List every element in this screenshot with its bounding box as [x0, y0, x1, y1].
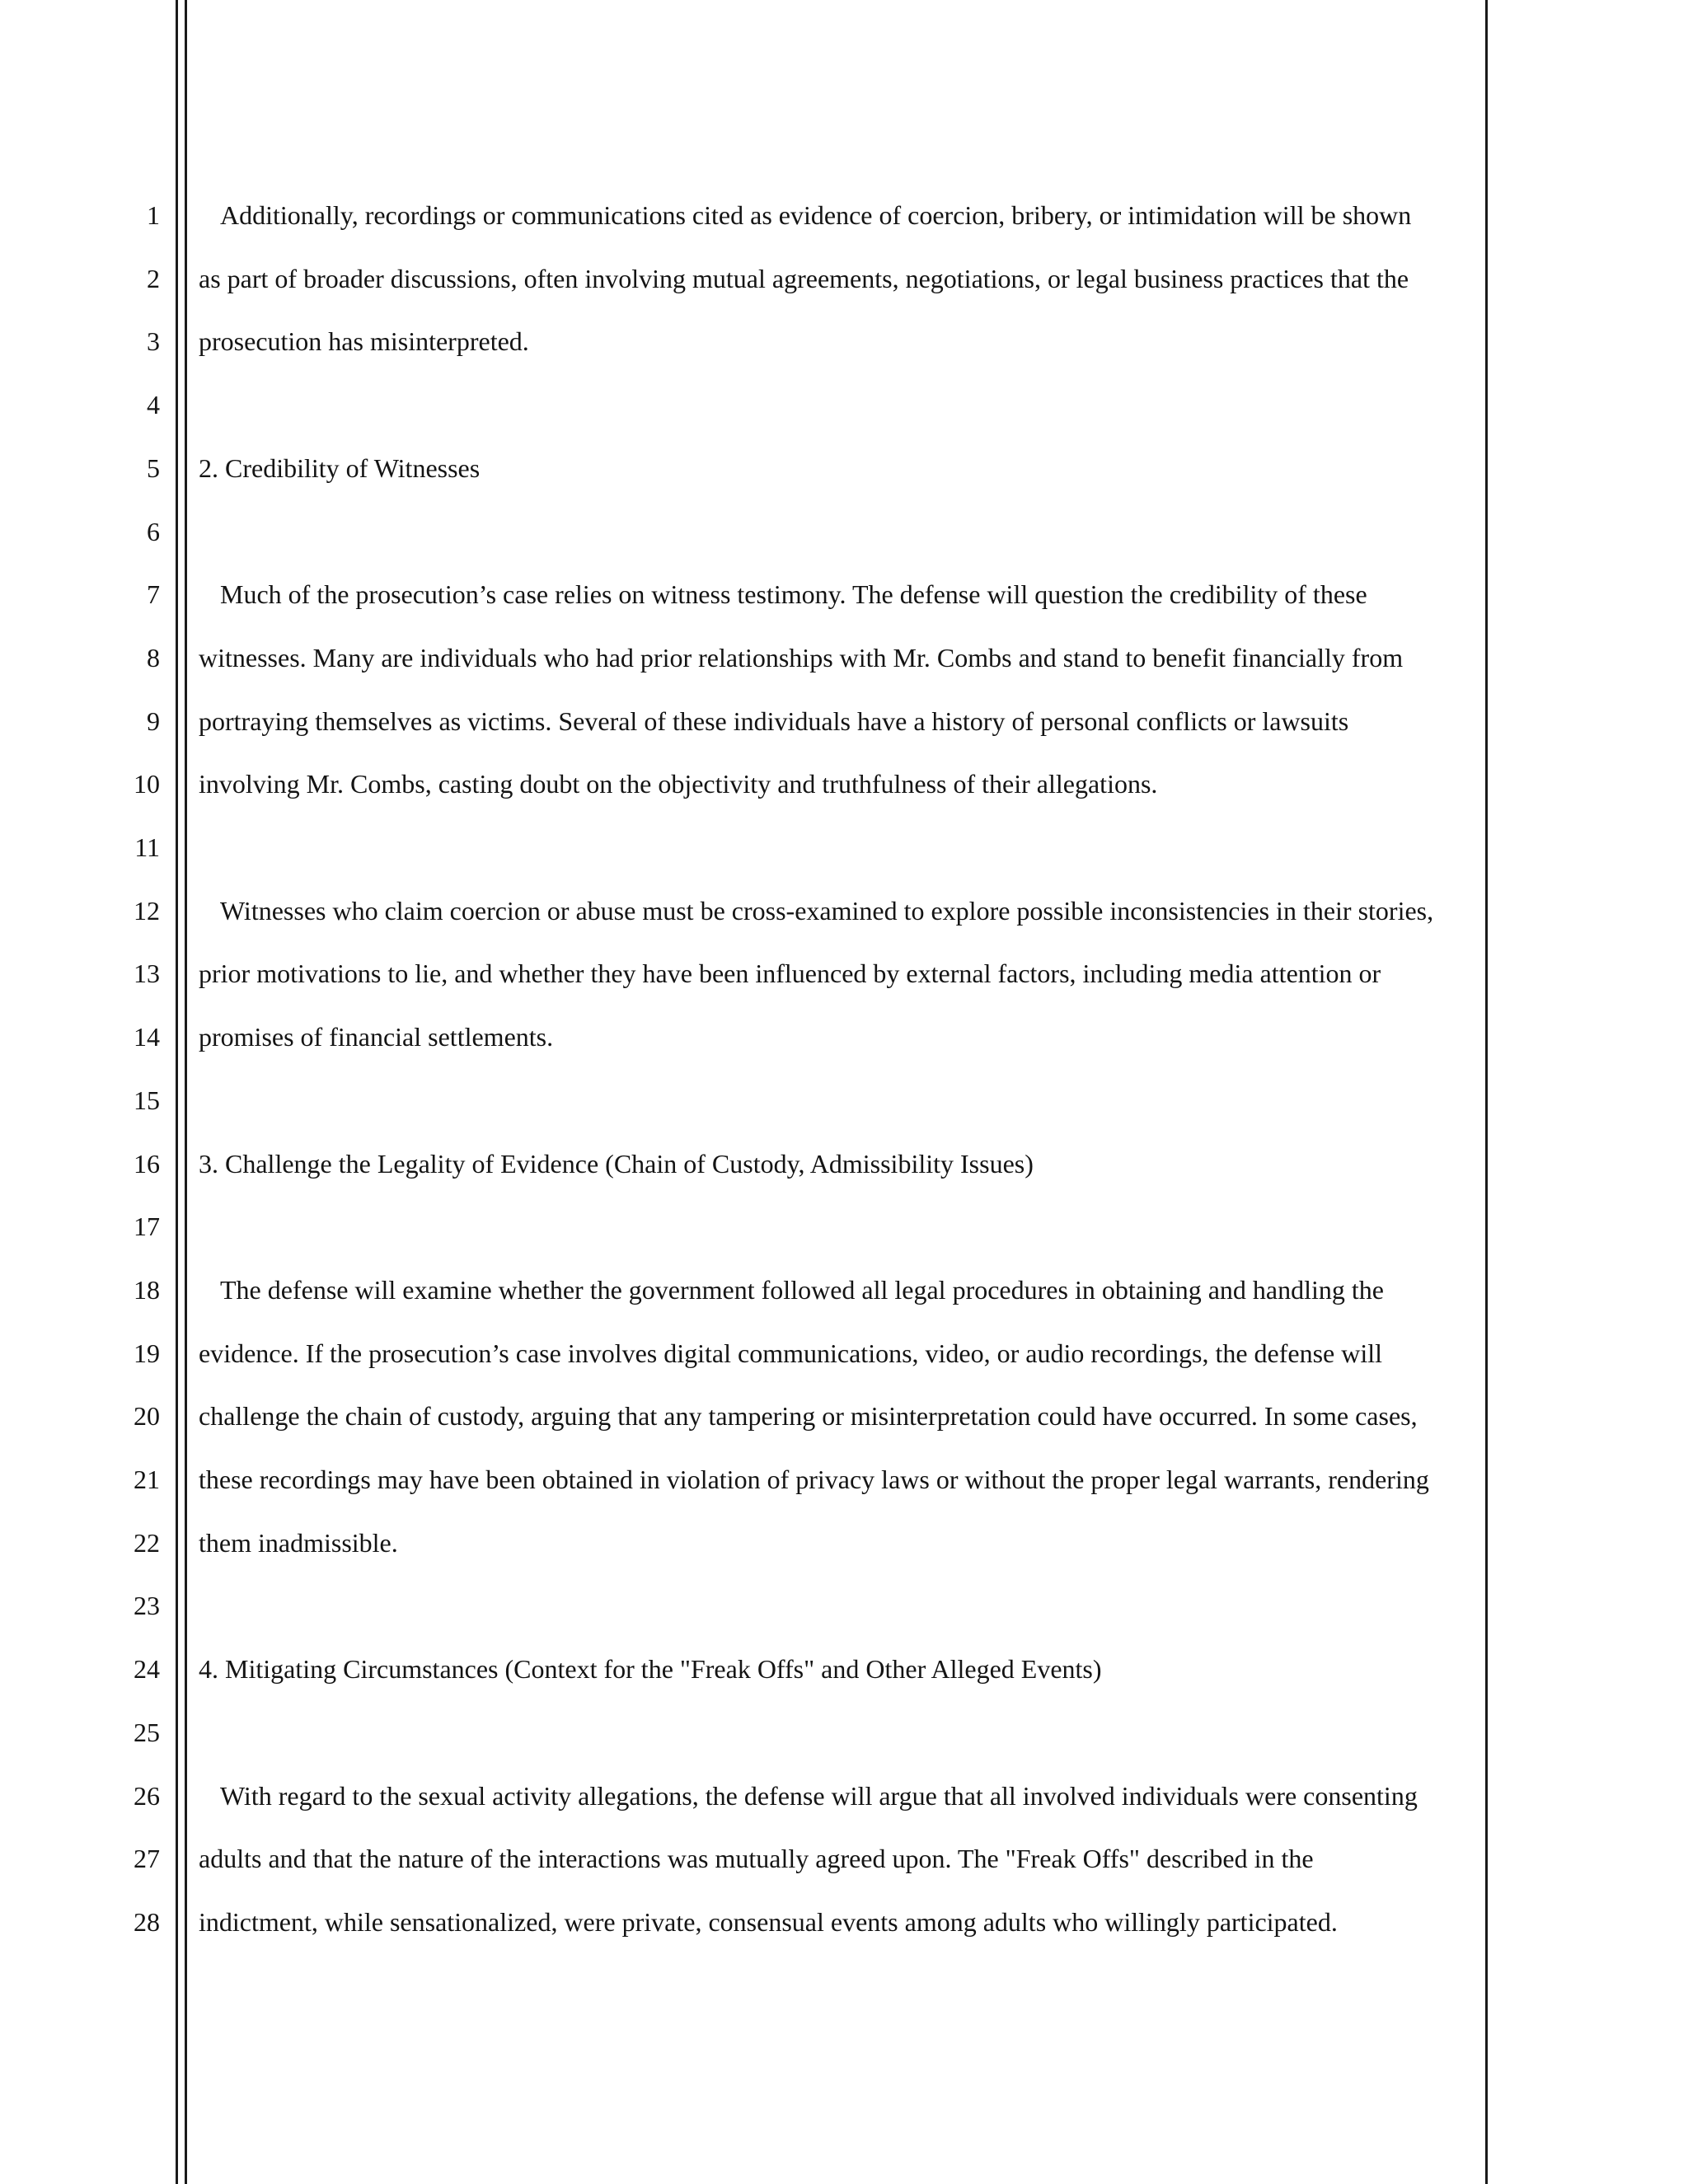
text-line: prosecution has misinterpreted. — [199, 326, 529, 357]
text-line: adults and that the nature of the interactions was mutually agreed upon. The "Freak Offs" described in the — [199, 1844, 1314, 1874]
line-number: 14 — [134, 1022, 160, 1052]
text-line: these recordings may have been obtained in violation of privacy laws or without the proper legal warrants, rendering — [199, 1465, 1429, 1494]
line-number: 18 — [134, 1274, 160, 1305]
text-line: The defense will examine whether the government followed all legal procedures in obtaining and handling the — [220, 1274, 1384, 1305]
text-line: involving Mr. Combs, casting doubt on the objectivity and truthfulness of their allegations. — [199, 769, 1158, 799]
left-margin-rule-inner — [185, 0, 187, 2184]
text-line: Much of the prosecution’s case relies on witness testimony. The defense will question the credibility of these — [220, 579, 1367, 610]
line-number: 28 — [134, 1906, 160, 1937]
text-line: evidence. If the prosecution’s case involves digital communications, video, or audio recordings, the defense will — [199, 1338, 1383, 1368]
line-number: 8 — [147, 642, 160, 673]
text-line: witnesses. Many are individuals who had prior relationships with Mr. Combs and stand to benefit financially from — [199, 642, 1404, 673]
line-number: 22 — [134, 1527, 160, 1558]
line-number: 5 — [147, 452, 160, 483]
text-line: prior motivations to lie, and whether they have been influenced by external factors, including media attention or — [199, 958, 1381, 989]
left-margin-rule-outer — [176, 0, 178, 2184]
text-line: 3. Challenge the Legality of Evidence (Chain of Custody, Admissibility Issues) — [199, 1148, 1034, 1179]
line-number: 25 — [134, 1717, 160, 1747]
line-number: 17 — [134, 1212, 160, 1242]
line-number: 13 — [134, 958, 160, 989]
line-number: 3 — [147, 326, 160, 357]
line-number: 27 — [134, 1844, 160, 1874]
text-line: 4. Mitigating Circumstances (Context for the "Freak Offs" and Other Alleged Events) — [199, 1654, 1102, 1685]
line-number: 16 — [134, 1148, 160, 1179]
line-number: 24 — [134, 1654, 160, 1685]
line-number: 11 — [134, 832, 160, 862]
text-line: Additionally, recordings or communications cited as evidence of coercion, bribery, or intimidation will be shown — [220, 200, 1412, 230]
line-number: 20 — [134, 1401, 160, 1432]
text-line: portraying themselves as victims. Several of these individuals have a history of personal conflicts or lawsuits — [199, 705, 1349, 736]
line-number: 19 — [134, 1338, 160, 1368]
line-number: 21 — [134, 1465, 160, 1494]
text-line: indictment, while sensationalized, were private, consensual events among adults who willingly participated. — [199, 1906, 1338, 1937]
text-line: challenge the chain of custody, arguing that any tampering or misinterpretation could have occurred. In some cases, — [199, 1401, 1418, 1432]
line-number: 7 — [147, 579, 160, 610]
line-number: 10 — [134, 769, 160, 799]
line-number: 12 — [134, 895, 160, 926]
text-line: promises of financial settlements. — [199, 1022, 554, 1052]
line-number: 1 — [147, 200, 160, 230]
line-number-column — [0, 0, 165, 2184]
text-line: as part of broader discussions, often involving mutual agreements, negotiations, or legal business practices that the — [199, 263, 1409, 293]
line-number: 6 — [147, 516, 160, 546]
line-number: 9 — [147, 705, 160, 736]
line-number: 2 — [147, 263, 160, 293]
line-number: 4 — [147, 390, 160, 420]
text-line: 2. Credibility of Witnesses — [199, 452, 481, 483]
line-number: 23 — [134, 1591, 160, 1621]
text-line: With regard to the sexual activity allegations, the defense will argue that all involved individuals were consenting — [220, 1780, 1418, 1811]
text-line: Witnesses who claim coercion or abuse must be cross-examined to explore possible inconsistencies in their stories, — [220, 895, 1434, 926]
text-line: them inadmissible. — [199, 1527, 398, 1558]
line-number: 26 — [134, 1780, 160, 1811]
line-number: 15 — [134, 1085, 160, 1115]
